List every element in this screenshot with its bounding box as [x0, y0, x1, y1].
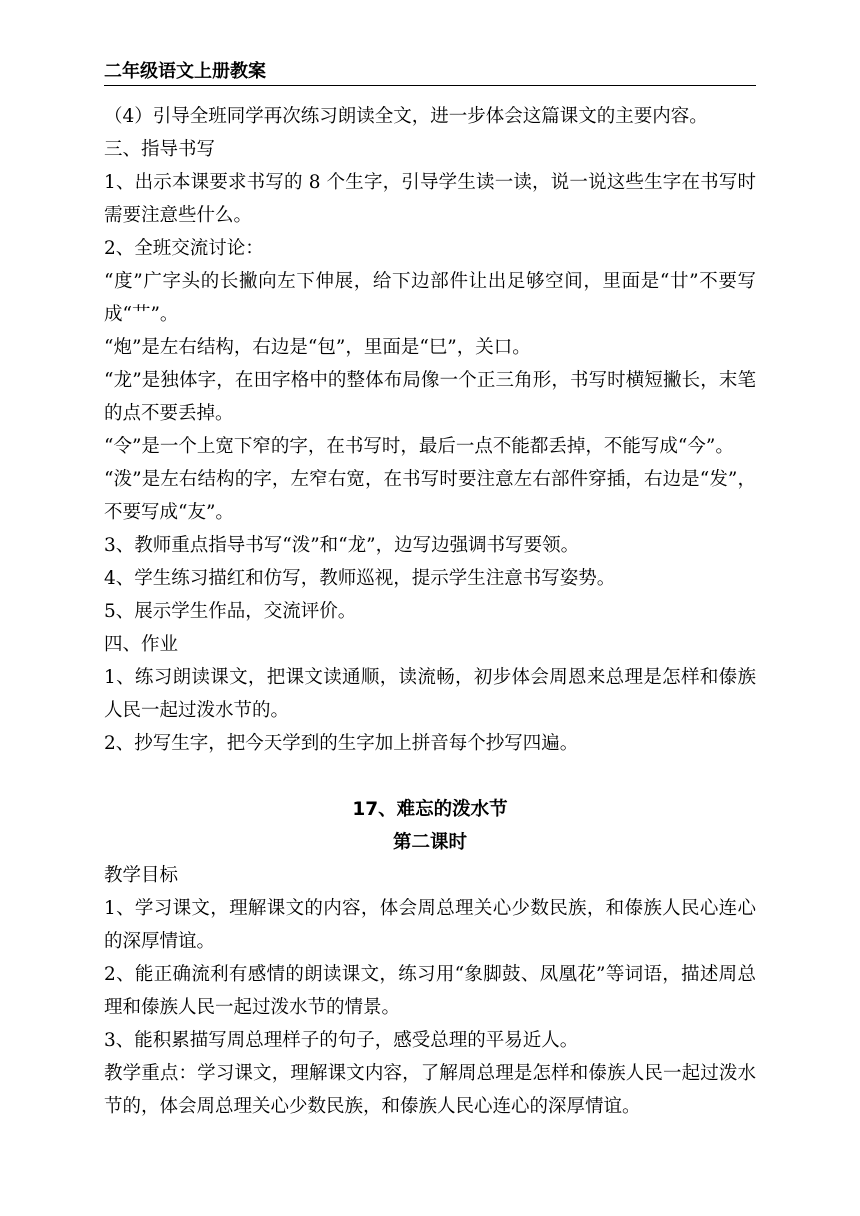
paragraph: （4）引导全班同学再次练习朗读全文，进一步体会这篇课文的主要内容。 [104, 106, 708, 127]
paragraph: “令”是一个上宽下窄的字，在书写时，最后一点不能都丢掉，不能写成“今”。 [104, 436, 734, 457]
paragraph: 2、全班交流讨论： [104, 238, 264, 259]
section-heading: 四、作业 [104, 634, 179, 655]
section-heading: 三、指导书写 [104, 139, 216, 160]
paragraph: 2、抄写生字，把今天学到的生字加上拼音每个抄写四遍。 [104, 733, 579, 754]
paragraph: 2、能正确流利有感情的朗读课文，练习用“象脚鼓、凤凰花”等词语，描述周总理和傣族人民一起过泼水节的情景。 [104, 964, 756, 1018]
paragraph: 3、教师重点指导书写“泼”和“龙”，边写边强调书写要领。 [104, 535, 580, 556]
lesson-subtitle: 第二课时 [392, 832, 467, 853]
blank-line [104, 760, 756, 793]
lesson-title: 17、难忘的泼水节 [352, 799, 508, 820]
section-heading: 教学目标 [104, 865, 179, 886]
paragraph: “龙”是独体字，在田字格中的整体布局像一个正三角形，书写时横短撇长，末笔的点不要丢掉。 [104, 370, 756, 424]
paragraph: 4、学生练习描红和仿写，教师巡视，提示学生注意书写姿势。 [104, 568, 616, 589]
paragraph: 3、能积累描写周总理样子的句子，感受总理的平易近人。 [104, 1030, 579, 1051]
paragraph: 教学重点：学习课文，理解课文内容，了解周总理是怎样和傣族人民一起过泼水节的，体会周总理关心少数民族，和傣族人民心连心的深厚情谊。 [104, 1063, 756, 1117]
paragraph: “泼”是左右结构的字，左窄右宽，在书写时要注意左右部件穿插，右边是“发”，不要写成“友”。 [104, 469, 756, 523]
header-divider [104, 85, 756, 86]
document-body [104, 100, 756, 1123]
paragraph: 1、学习课文，理解课文的内容，体会周总理关心少数民族，和傣族人民心连心的深厚情谊。 [104, 898, 756, 952]
page-header-title: 二年级语文上册教案 [104, 61, 266, 82]
paragraph: 5、展示学生作品，交流评价。 [104, 601, 357, 622]
paragraph: 1、出示本课要求书写的 8 个生字，引导学生读一读，说一说这些生字在书写时需要注意些什么。 [104, 172, 756, 226]
paragraph: “炮”是左右结构，右边是“包”，里面是“巳”，关口。 [104, 337, 531, 358]
paragraph: 1、练习朗读课文，把课文读通顺，读流畅，初步体会周恩来总理是怎样和傣族人民一起过泼水节的。 [104, 667, 756, 721]
paragraph: “度”广字头的长撇向左下伸展，给下边部件让出足够空间，里面是“廿”不要写成“艹”。 [104, 271, 756, 325]
